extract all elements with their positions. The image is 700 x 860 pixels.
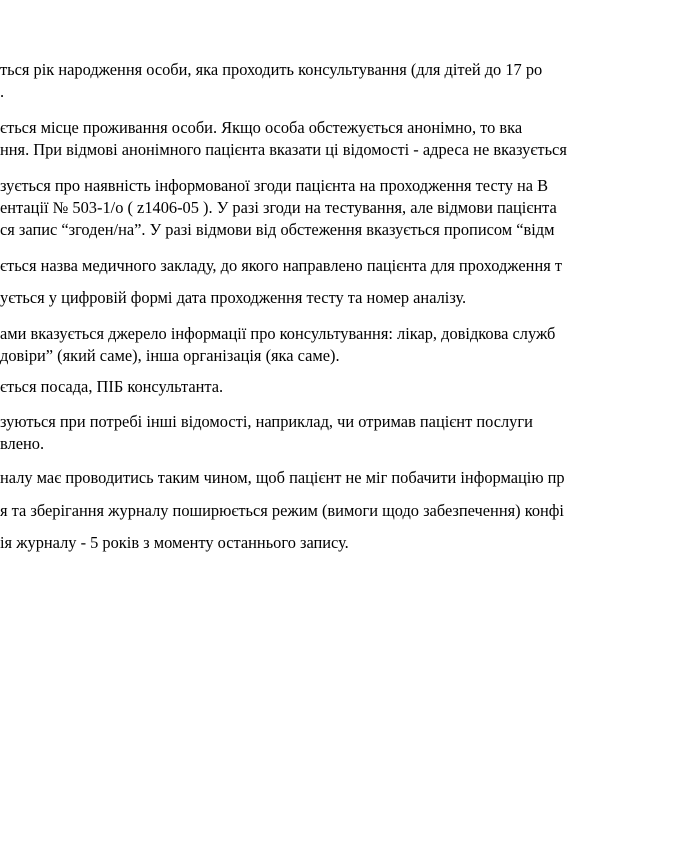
text-line: зується про наявність інформованої згоди пацієнта на проходження тесту на В xyxy=(0,176,549,195)
text-line: влено. xyxy=(0,434,45,453)
text-line: зуються при потребі інші відомості, наприклад, чи отримав пацієнт послуги xyxy=(0,412,533,431)
text-line: ється назва медичного закладу, до якого направлено пацієнта для проходження т xyxy=(0,256,563,275)
text-line: ся запис “згоден/на”. У разі відмови від обстеження вказується прописом “відм xyxy=(0,220,555,239)
text-line: ння. При відмові анонімного пацієнта вказати ці відомості - адреса не вказується xyxy=(0,140,567,159)
text-line: ться рік народження особи, яка проходить консультування (для дітей до 17 ро xyxy=(0,60,543,79)
text-line: довіри” (який саме), інша організація (яка саме). xyxy=(0,346,340,365)
text-line: ється посада, ПІБ консультанта. xyxy=(0,377,224,396)
text-line: налу має проводитись таким чином, щоб пацієнт не міг побачити інформацію пр xyxy=(0,468,565,487)
text-line: ами вказується джерело інформації про консультування: лікар, довідкова служб xyxy=(0,324,556,343)
text-line: ентації № 503-1/о ( z1406-05 ). У разі згоди на тестування, але відмови пацієнта xyxy=(0,198,557,217)
text-line: . xyxy=(0,82,5,101)
text-line: ється місце проживання особи. Якщо особа обстежується анонімно, то вка xyxy=(0,118,523,137)
text-line: ія журналу - 5 років з моменту останнього запису. xyxy=(0,533,349,552)
text-line: ується у цифровій формі дата проходження тесту та номер аналізу. xyxy=(0,288,467,307)
text-line: я та зберігання журналу поширюється режим (вимоги щодо забезпечення) конфі xyxy=(0,501,564,520)
